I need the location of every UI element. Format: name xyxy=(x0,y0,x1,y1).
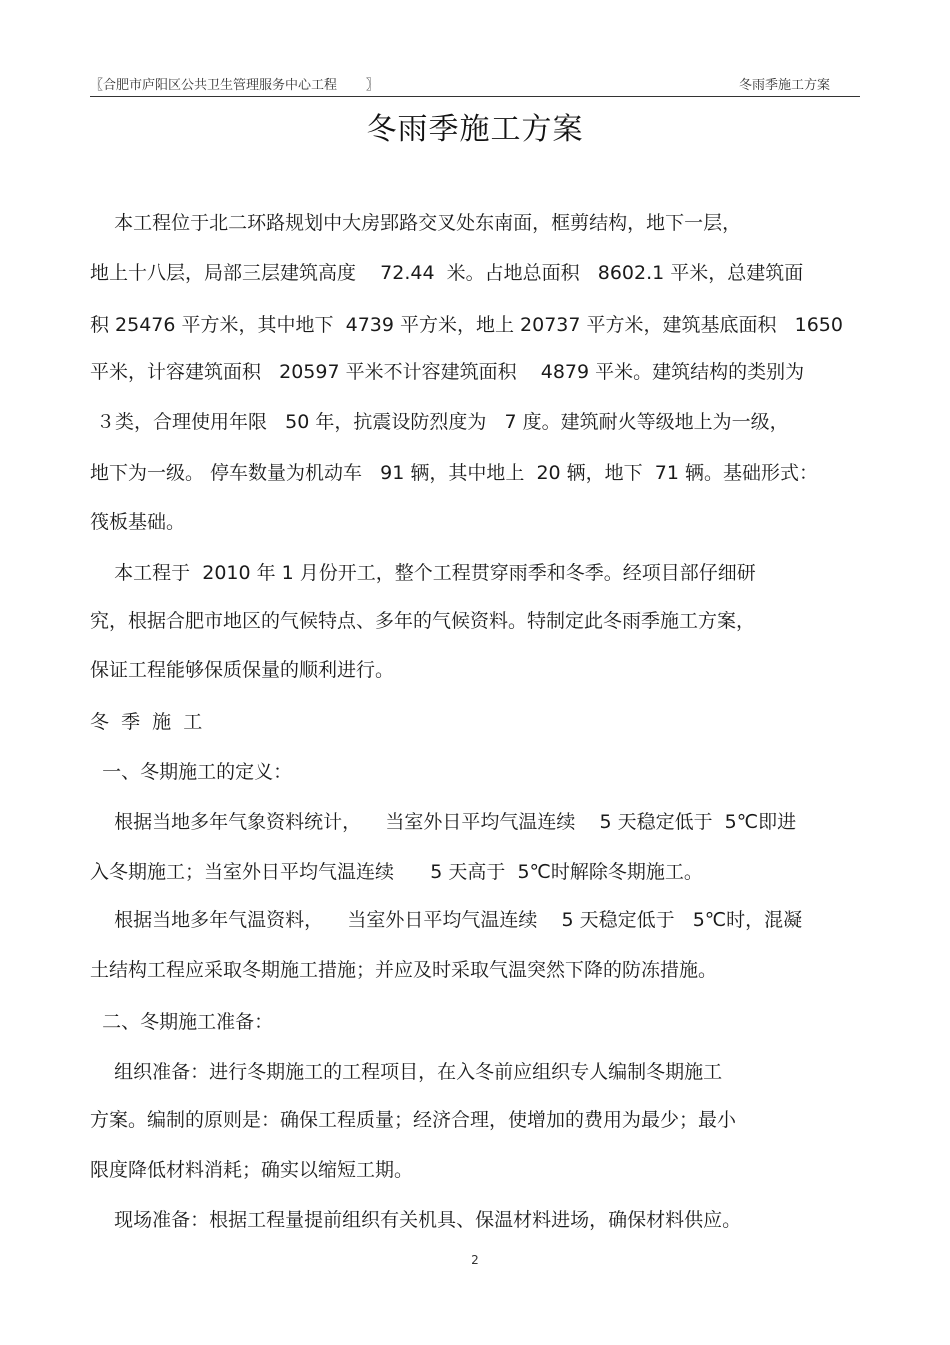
subsection-heading: 二、冬期施工准备： xyxy=(90,1011,274,1033)
text-line: 地上十八层，局部三层建筑高度 72.44 米。占地总面积 8602.1 平米，总建筑面 xyxy=(90,262,804,284)
page-number: 2 xyxy=(471,1253,479,1267)
header-project-name: 〖合肥市庐阳区公共卫生管理服务中心工程 〗 xyxy=(90,78,379,93)
text-line: 组织准备：进行冬期施工的工程项目，在入冬前应组织专人编制冬期施工 xyxy=(90,1061,723,1083)
header-document-title: 冬雨季施工方案 xyxy=(738,78,830,93)
section-heading: 冬 季 施 工 xyxy=(90,711,203,733)
subsection-heading: 一、冬期施工的定义： xyxy=(90,761,293,783)
text-line: ３类，合理使用年限 50 年，抗震设防烈度为 7 度。建筑耐火等级地上为一级， xyxy=(90,411,789,433)
text-line: 保证工程能够保质保量的顺利进行。 xyxy=(90,659,395,681)
page-header xyxy=(90,70,860,97)
text-line: 根据当地多年气温资料， 当室外日平均气温连续 5 天稳定低于 5℃时，混凝 xyxy=(90,909,803,931)
text-line: 积 25476 平方米，其中地下 4739 平方米，地上 20737 平方米，建筑基底面积 1650 xyxy=(90,314,843,336)
text-line: 本工程位于北二环路规划中大房郢路交叉处东南面，框剪结构，地下一层， xyxy=(90,212,742,234)
text-line: 限度降低材料消耗；确实以缩短工期。 xyxy=(90,1159,414,1181)
text-line: 入冬期施工；当室外日平均气温连续 5 天高于 5℃时解除冬期施工。 xyxy=(90,861,703,883)
text-line: 平米，计容建筑面积 20597 平米不计容建筑面积 4879 平米。建筑结构的类别为 xyxy=(90,361,805,383)
document-title: 冬雨季施工方案 xyxy=(366,112,584,147)
text-line: 土结构工程应采取冬期施工措施；并应及时采取气温突然下降的防冻措施。 xyxy=(90,959,718,981)
text-line: 究，根据合肥市地区的气候特点、多年的气候资料。特制定此冬雨季施工方案， xyxy=(90,610,756,632)
text-line: 方案。编制的原则是：确保工程质量；经济合理，使增加的费用为最少；最小 xyxy=(90,1109,737,1131)
text-line: 筏板基础。 xyxy=(90,511,186,533)
text-line: 地下为一级。 停车数量为机动车 91 辆，其中地上 20 辆，地下 71 辆。基础形式： xyxy=(90,462,818,484)
text-line: 现场准备：根据工程量提前组织有关机具、保温材料进场，确保材料供应。 xyxy=(90,1209,742,1231)
text-line: 根据当地多年气象资料统计， 当室外日平均气温连续 5 天稳定低于 5℃即进 xyxy=(90,811,797,833)
text-line: 本工程于 2010 年 1 月份开工，整个工程贯穿雨季和冬季。经项目部仔细研 xyxy=(90,562,756,584)
